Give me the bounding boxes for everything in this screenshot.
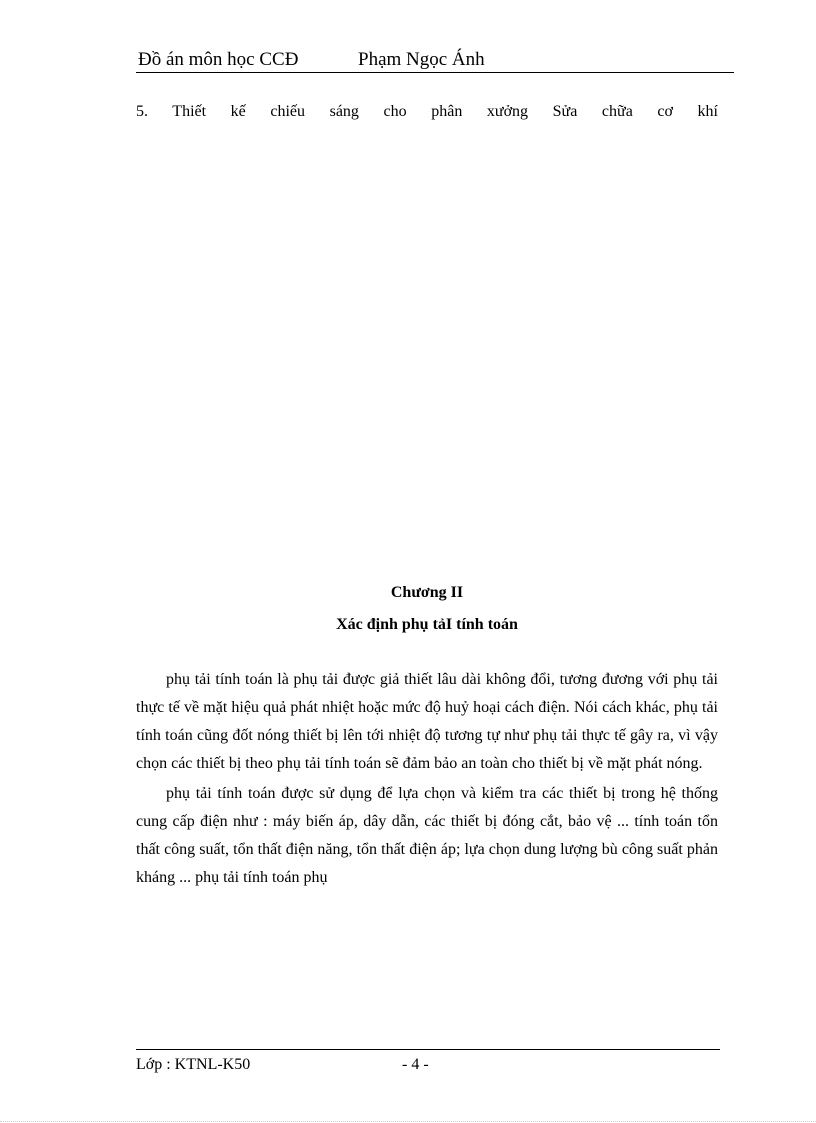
page-header: [136, 48, 734, 73]
chapter-subtitle: Xác định phụ tảI tính toán: [336, 616, 518, 633]
header-author-name: Phạm Ngọc Ánh: [358, 49, 485, 70]
page-bottom-edge: [0, 1121, 816, 1122]
chapter-title: Chương II: [390, 584, 464, 601]
footer-divider: [136, 1049, 720, 1050]
paragraph-2: phụ tải tính toán được sử dụng để lựa chọn và kiểm tra các thiết bị trong hệ thống cung cấp điện như : máy biến áp, dây dẫn, các thiết bị đóng cắt, bảo vệ ... tính toán tổn thất công suất, tổn thất điện năng, tổn thất điện áp; lựa chọn dung lượng bù công suất phản kháng ... phụ tải tính toán phụ: [136, 785, 718, 886]
header-course-title: Đồ án môn học CCĐ: [138, 49, 299, 70]
toc-item-5: 5. Thiết kế chiếu sáng cho phân xưởng Sửa chữa cơ khí: [136, 103, 718, 120]
paragraph-1: phụ tải tính toán là phụ tải được giả thiết lâu dài không đổi, tương đương với phụ tải thực tế về mặt hiệu quả phát nhiệt hoặc mức độ huỷ hoại cách điện. Nói cách khác, phụ tải tính toán cũng đốt nóng thiết bị lên tới nhiệt độ tương tự như phụ tải thực tế gây ra, vì vậy chọn các thiết bị theo phụ tải tính toán sẽ đảm bảo an toàn cho thiết bị về mặt phát nóng.: [136, 671, 718, 772]
page-number: - 4 -: [402, 1056, 429, 1073]
body-text: [136, 666, 718, 892]
footer-class-label: Lớp : KTNL-K50: [136, 1056, 251, 1073]
